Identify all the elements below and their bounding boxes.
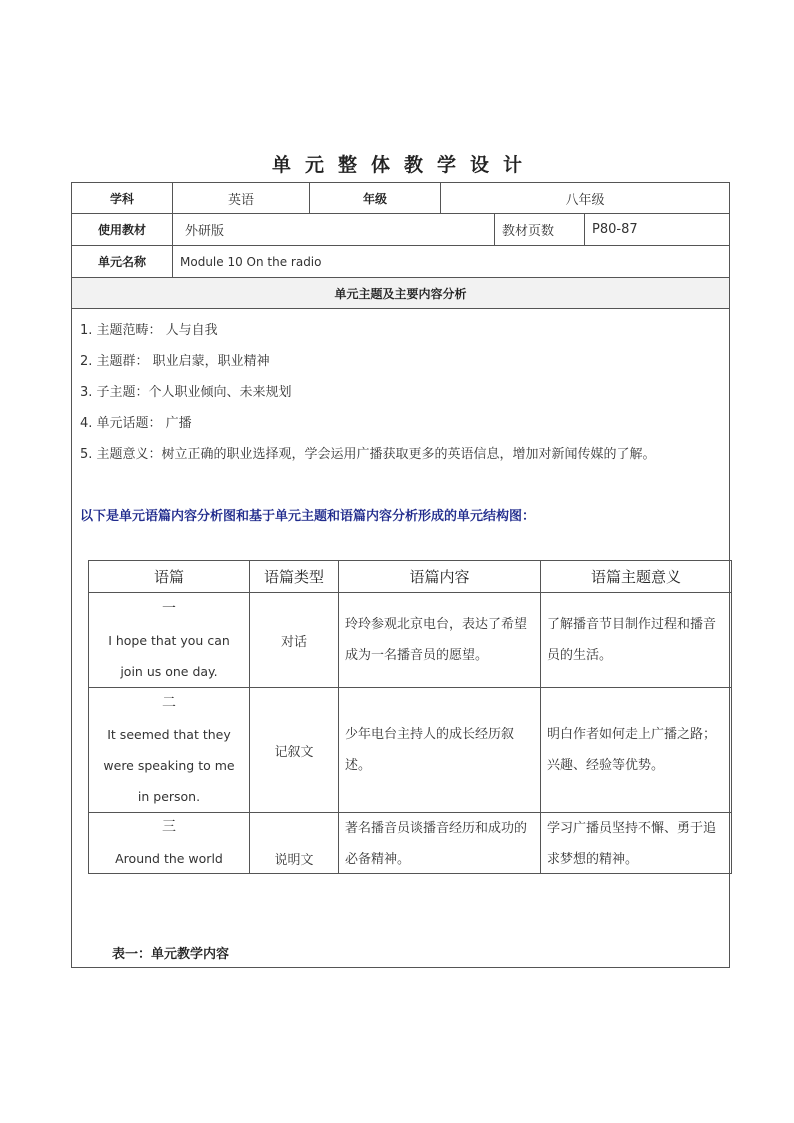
- text-table-header-row: [89, 561, 731, 593]
- structure-intro: 以下是单元语篇内容分析图和基于单元主题和语篇内容分析形成的单元结构图：: [80, 509, 536, 524]
- table-row: [89, 593, 731, 688]
- table-row: [89, 688, 731, 813]
- textbook-row: [72, 214, 729, 246]
- pages-value: P80-87: [592, 222, 638, 237]
- textbook-label: 使用教材: [72, 214, 173, 245]
- text-analysis-table: [88, 560, 732, 874]
- table-row: [89, 813, 731, 873]
- header-meaning: 语篇主题意义: [590, 568, 681, 586]
- text-title: Around the world: [115, 851, 223, 866]
- theme-item-3: 3. 子主题：个人职业倾向、未来规划: [80, 385, 292, 400]
- grade-value: 八年级: [565, 192, 605, 208]
- theme-item-4: 4. 单元话题： 广播: [80, 416, 192, 431]
- textbook-value: 外研版: [173, 214, 495, 245]
- analysis-header-row: [72, 278, 729, 309]
- text-type: 说明文: [250, 813, 339, 873]
- text-content: 玲玲参观北京电台，表达了希望成为一名播音员的愿望。: [339, 593, 541, 687]
- text-title-cell: [89, 688, 250, 812]
- text-type: 记叙文: [250, 688, 339, 812]
- text-number: 三: [162, 819, 176, 835]
- text-content: 少年电台主持人的成长经历叙述。: [339, 688, 541, 812]
- theme-item-2: 2. 主题群： 职业启蒙，职业精神: [80, 354, 270, 369]
- text-meaning: 学习广播员坚持不懈、勇于追求梦想的精神。: [547, 821, 717, 867]
- analysis-header: 单元主题及主要内容分析: [72, 278, 729, 308]
- page-title: 单元整体教学设计: [271, 154, 536, 176]
- theme-item-1: 1. 主题范畴： 人与自我: [80, 323, 218, 338]
- text-content: 著名播音员谈播音经历和成功的必备精神。: [339, 813, 541, 873]
- text-number: 二: [162, 695, 176, 711]
- theme-item-5: 5. 主题意义：树立正确的职业选择观，学会运用广播获取更多的英语信息，增加对新闻传媒的了解。: [80, 447, 656, 462]
- unit-design-table: [71, 182, 730, 968]
- unit-name-row: [72, 246, 729, 278]
- header-type: 语篇类型: [250, 561, 339, 592]
- text-number: 一: [162, 600, 176, 617]
- text-title: I hope that you can join us one day.: [108, 632, 230, 679]
- text-meaning: 了解播音节目制作过程和播音员的生活。: [547, 617, 717, 663]
- table-caption: 表一：单元教学内容: [112, 947, 230, 962]
- subject-label: 学科: [72, 183, 173, 213]
- text-title: It seemed that they were speaking to me in person.: [103, 727, 235, 804]
- text-title-cell: [89, 813, 250, 873]
- subject-grade-row: [72, 183, 729, 214]
- subject-value: 英语: [173, 183, 310, 213]
- unit-name-label: 单元名称: [72, 246, 173, 277]
- grade-label: 年级: [310, 183, 441, 213]
- pages-label: 教材页数: [495, 214, 585, 245]
- header-text: 语篇: [89, 561, 250, 592]
- text-type: 对话: [250, 593, 339, 687]
- text-meaning: 明白作者如何走上广播之路；兴趣、经验等优势。: [547, 727, 717, 773]
- header-content: 语篇内容: [339, 561, 541, 592]
- text-title-cell: [89, 593, 250, 687]
- unit-name-value: Module 10 On the radio: [180, 254, 322, 269]
